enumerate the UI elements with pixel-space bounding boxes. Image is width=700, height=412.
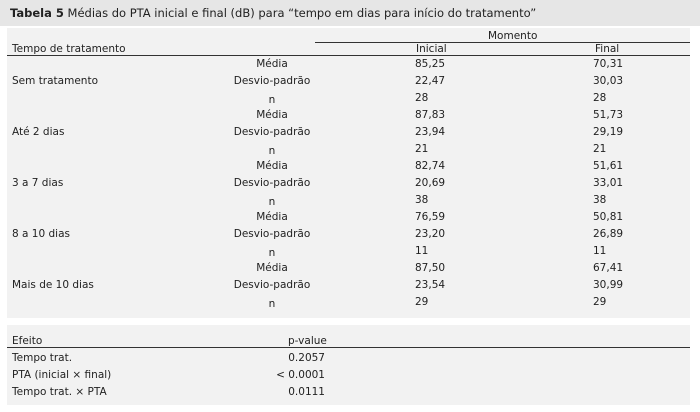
final-value: 70,31 [593, 58, 624, 70]
effect-header: Efeito [12, 335, 43, 347]
inicial-value: 28 [415, 92, 429, 104]
stat-label: Média [256, 58, 288, 70]
effect-pvalue: 0.0111 [288, 386, 325, 398]
group-label: Mais de 10 dias [12, 279, 94, 291]
inicial-value: 87,50 [415, 262, 446, 274]
stat-label: Média [256, 262, 288, 274]
final-value: 67,41 [593, 262, 624, 274]
final-value: 29 [593, 296, 607, 308]
col-inicial-header: Inicial [416, 43, 447, 55]
inicial-value: 23,54 [415, 279, 446, 291]
effect-pvalue: 0.2057 [288, 352, 325, 364]
table-number: Tabela 5 [10, 6, 64, 20]
final-value: 11 [593, 245, 607, 257]
final-value: 26,89 [593, 228, 624, 240]
stat-label: n [268, 196, 276, 208]
col-group-header: Tempo de tratamento [12, 43, 126, 55]
inicial-value: 20,69 [415, 177, 446, 189]
stat-label: Desvio-padrão [233, 279, 311, 291]
final-value: 21 [593, 143, 607, 155]
final-value: 30,03 [593, 75, 624, 87]
inicial-value: 38 [415, 194, 429, 206]
final-value: 30,99 [593, 279, 624, 291]
stat-label: n [268, 298, 276, 310]
col-final-header: Final [595, 43, 620, 55]
final-value: 38 [593, 194, 607, 206]
effects-table [7, 325, 690, 405]
stat-label: n [268, 94, 276, 106]
effect-name: Tempo trat. [12, 352, 73, 364]
table-title-bar [0, 0, 700, 26]
stat-label: Desvio-padrão [233, 75, 311, 87]
group-label: Sem tratamento [12, 75, 98, 87]
effect-name: Tempo trat. × PTA [12, 386, 107, 398]
inicial-value: 23,20 [415, 228, 446, 240]
stat-label: Desvio-padrão [233, 228, 311, 240]
final-value: 51,61 [593, 160, 624, 172]
inicial-value: 87,83 [415, 109, 446, 121]
stat-label: n [268, 145, 276, 157]
inicial-value: 22,47 [415, 75, 446, 87]
final-value: 50,81 [593, 211, 624, 223]
effect-pvalue: < 0.0001 [276, 369, 325, 381]
table-caption: Médias do PTA inicial e final (dB) para “tempo em dias para início do tratamento” [67, 6, 537, 20]
inicial-value: 85,25 [415, 58, 446, 70]
inicial-value: 23,94 [415, 126, 446, 138]
final-value: 29,19 [593, 126, 624, 138]
table-title [10, 6, 536, 20]
final-value: 33,01 [593, 177, 624, 189]
header-rule [7, 55, 690, 56]
stat-label: Média [256, 109, 288, 121]
momento-header: Momento [488, 30, 538, 42]
stat-label: Desvio-padrão [233, 126, 311, 138]
momento-rule [315, 42, 690, 43]
group-label: 8 a 10 dias [12, 228, 70, 240]
final-value: 28 [593, 92, 607, 104]
stat-label: Média [256, 160, 288, 172]
stat-label: Desvio-padrão [233, 177, 311, 189]
inicial-value: 82,74 [415, 160, 446, 172]
pvalue-header: p-value [288, 335, 327, 347]
inicial-value: 21 [415, 143, 429, 155]
stat-label: Média [256, 211, 288, 223]
group-label: 3 a 7 dias [12, 177, 64, 189]
inicial-value: 76,59 [415, 211, 446, 223]
inicial-value: 11 [415, 245, 429, 257]
effect-name: PTA (inicial × final) [12, 369, 112, 381]
effects-header-rule [7, 347, 690, 348]
final-value: 51,73 [593, 109, 624, 121]
inicial-value: 29 [415, 296, 429, 308]
group-label: Até 2 dias [12, 126, 65, 138]
stat-label: n [268, 247, 276, 259]
means-table [7, 28, 690, 318]
